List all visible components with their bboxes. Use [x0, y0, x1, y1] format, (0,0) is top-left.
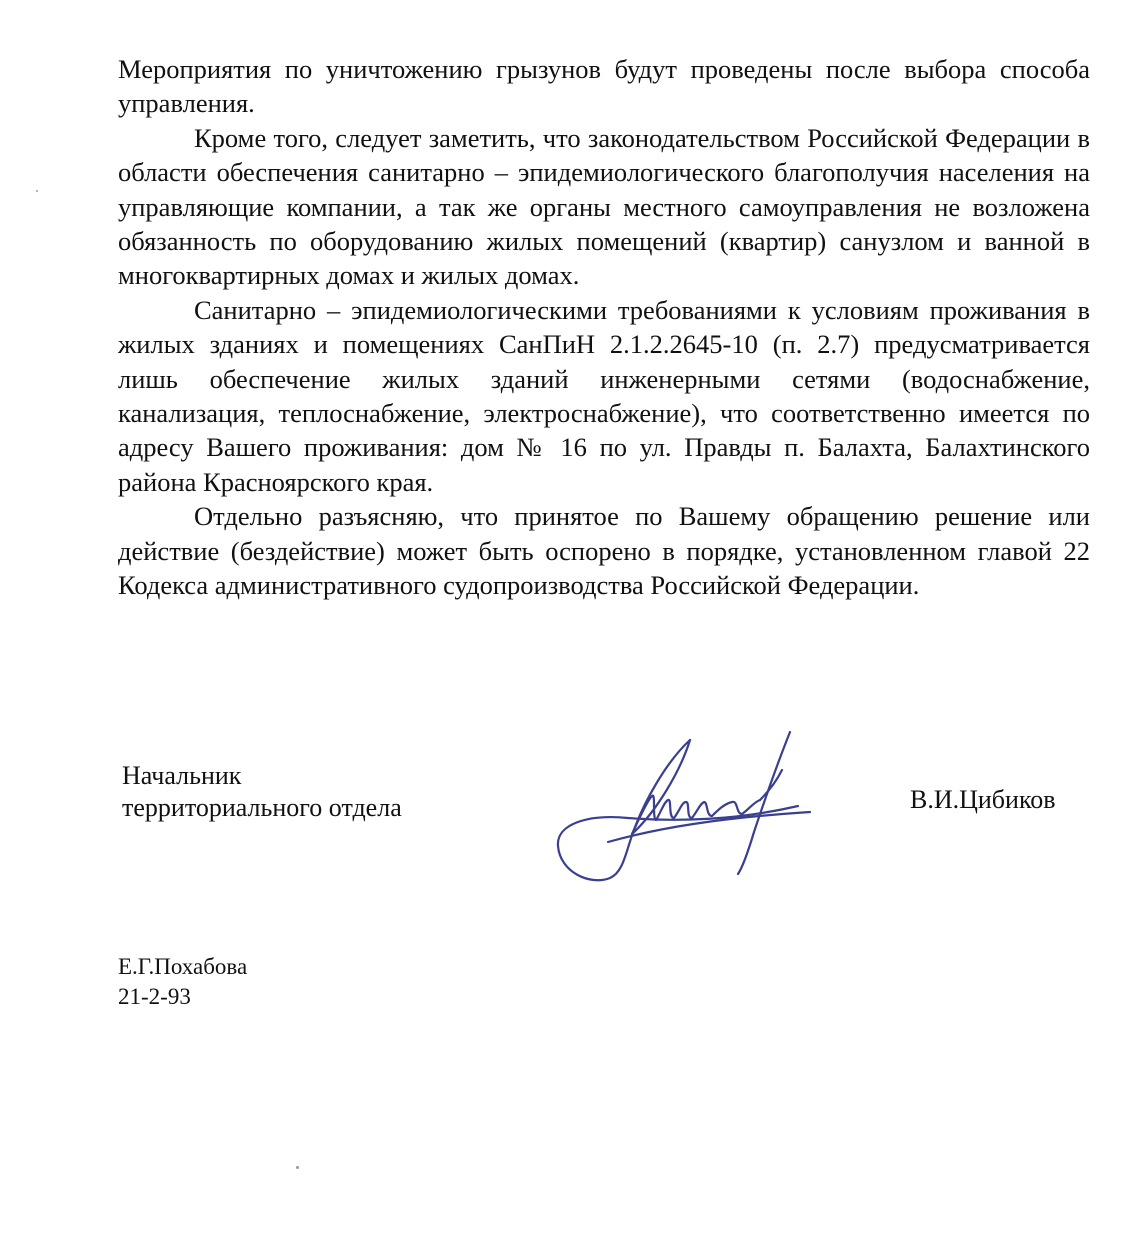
letter-body	[118, 52, 1090, 603]
executor-phone: 21-2-93	[118, 984, 191, 1009]
signer-position-line-1: Начальник	[122, 761, 242, 790]
scan-speck	[296, 1166, 299, 1169]
executor-info	[118, 952, 247, 1012]
signer-position	[122, 760, 402, 824]
signer-position-line-2: территориального отдела	[122, 793, 402, 822]
handwritten-signature	[548, 722, 818, 902]
paragraph-appeal-rights: Отдельно разъясняю, что принятое по Вашему обращению решение или действие (бездействие) может быть оспорено в порядке, установленном главой 22 Кодекса административного судопроизводства Российской Федерации.	[118, 501, 1090, 601]
signer-name: В.И.Цибиков	[910, 785, 1056, 814]
scan-speck	[36, 190, 38, 192]
paragraph-sanitary-requirements: Санитарно – эпидемиологическими требованиями к условиям проживания в жилых зданиях и помещениях СанПиН 2.1.2.2645-10 (п. 2.7) предусматривается лишь обеспечение жилых зданий инженерными сетями (водоснабжение, канализация, теплоснабжение, электроснабжение), что соответственно имеется по адресу Вашего проживания: дом № 16 по ул. Правды п. Балахта, Балахтинского района Красноярского края.	[118, 294, 1090, 497]
paragraph-legislation: Кроме того, следует заметить, что законодательством Российской Федерации в области обеспечения санитарно – эпидемиологического благополучия населения на управляющие компании, а так же органы местного самоуправления не возложена обязанность по оборудованию жилых помещений (квартир) санузлом и ванной в многоквартирных домах и жилых домах.	[118, 122, 1090, 291]
executor-name: Е.Г.Похабова	[118, 954, 248, 979]
paragraph-rodent-control: Мероприятия по уничтожению грызунов будут проведены после выбора способа управления.	[118, 54, 1090, 119]
